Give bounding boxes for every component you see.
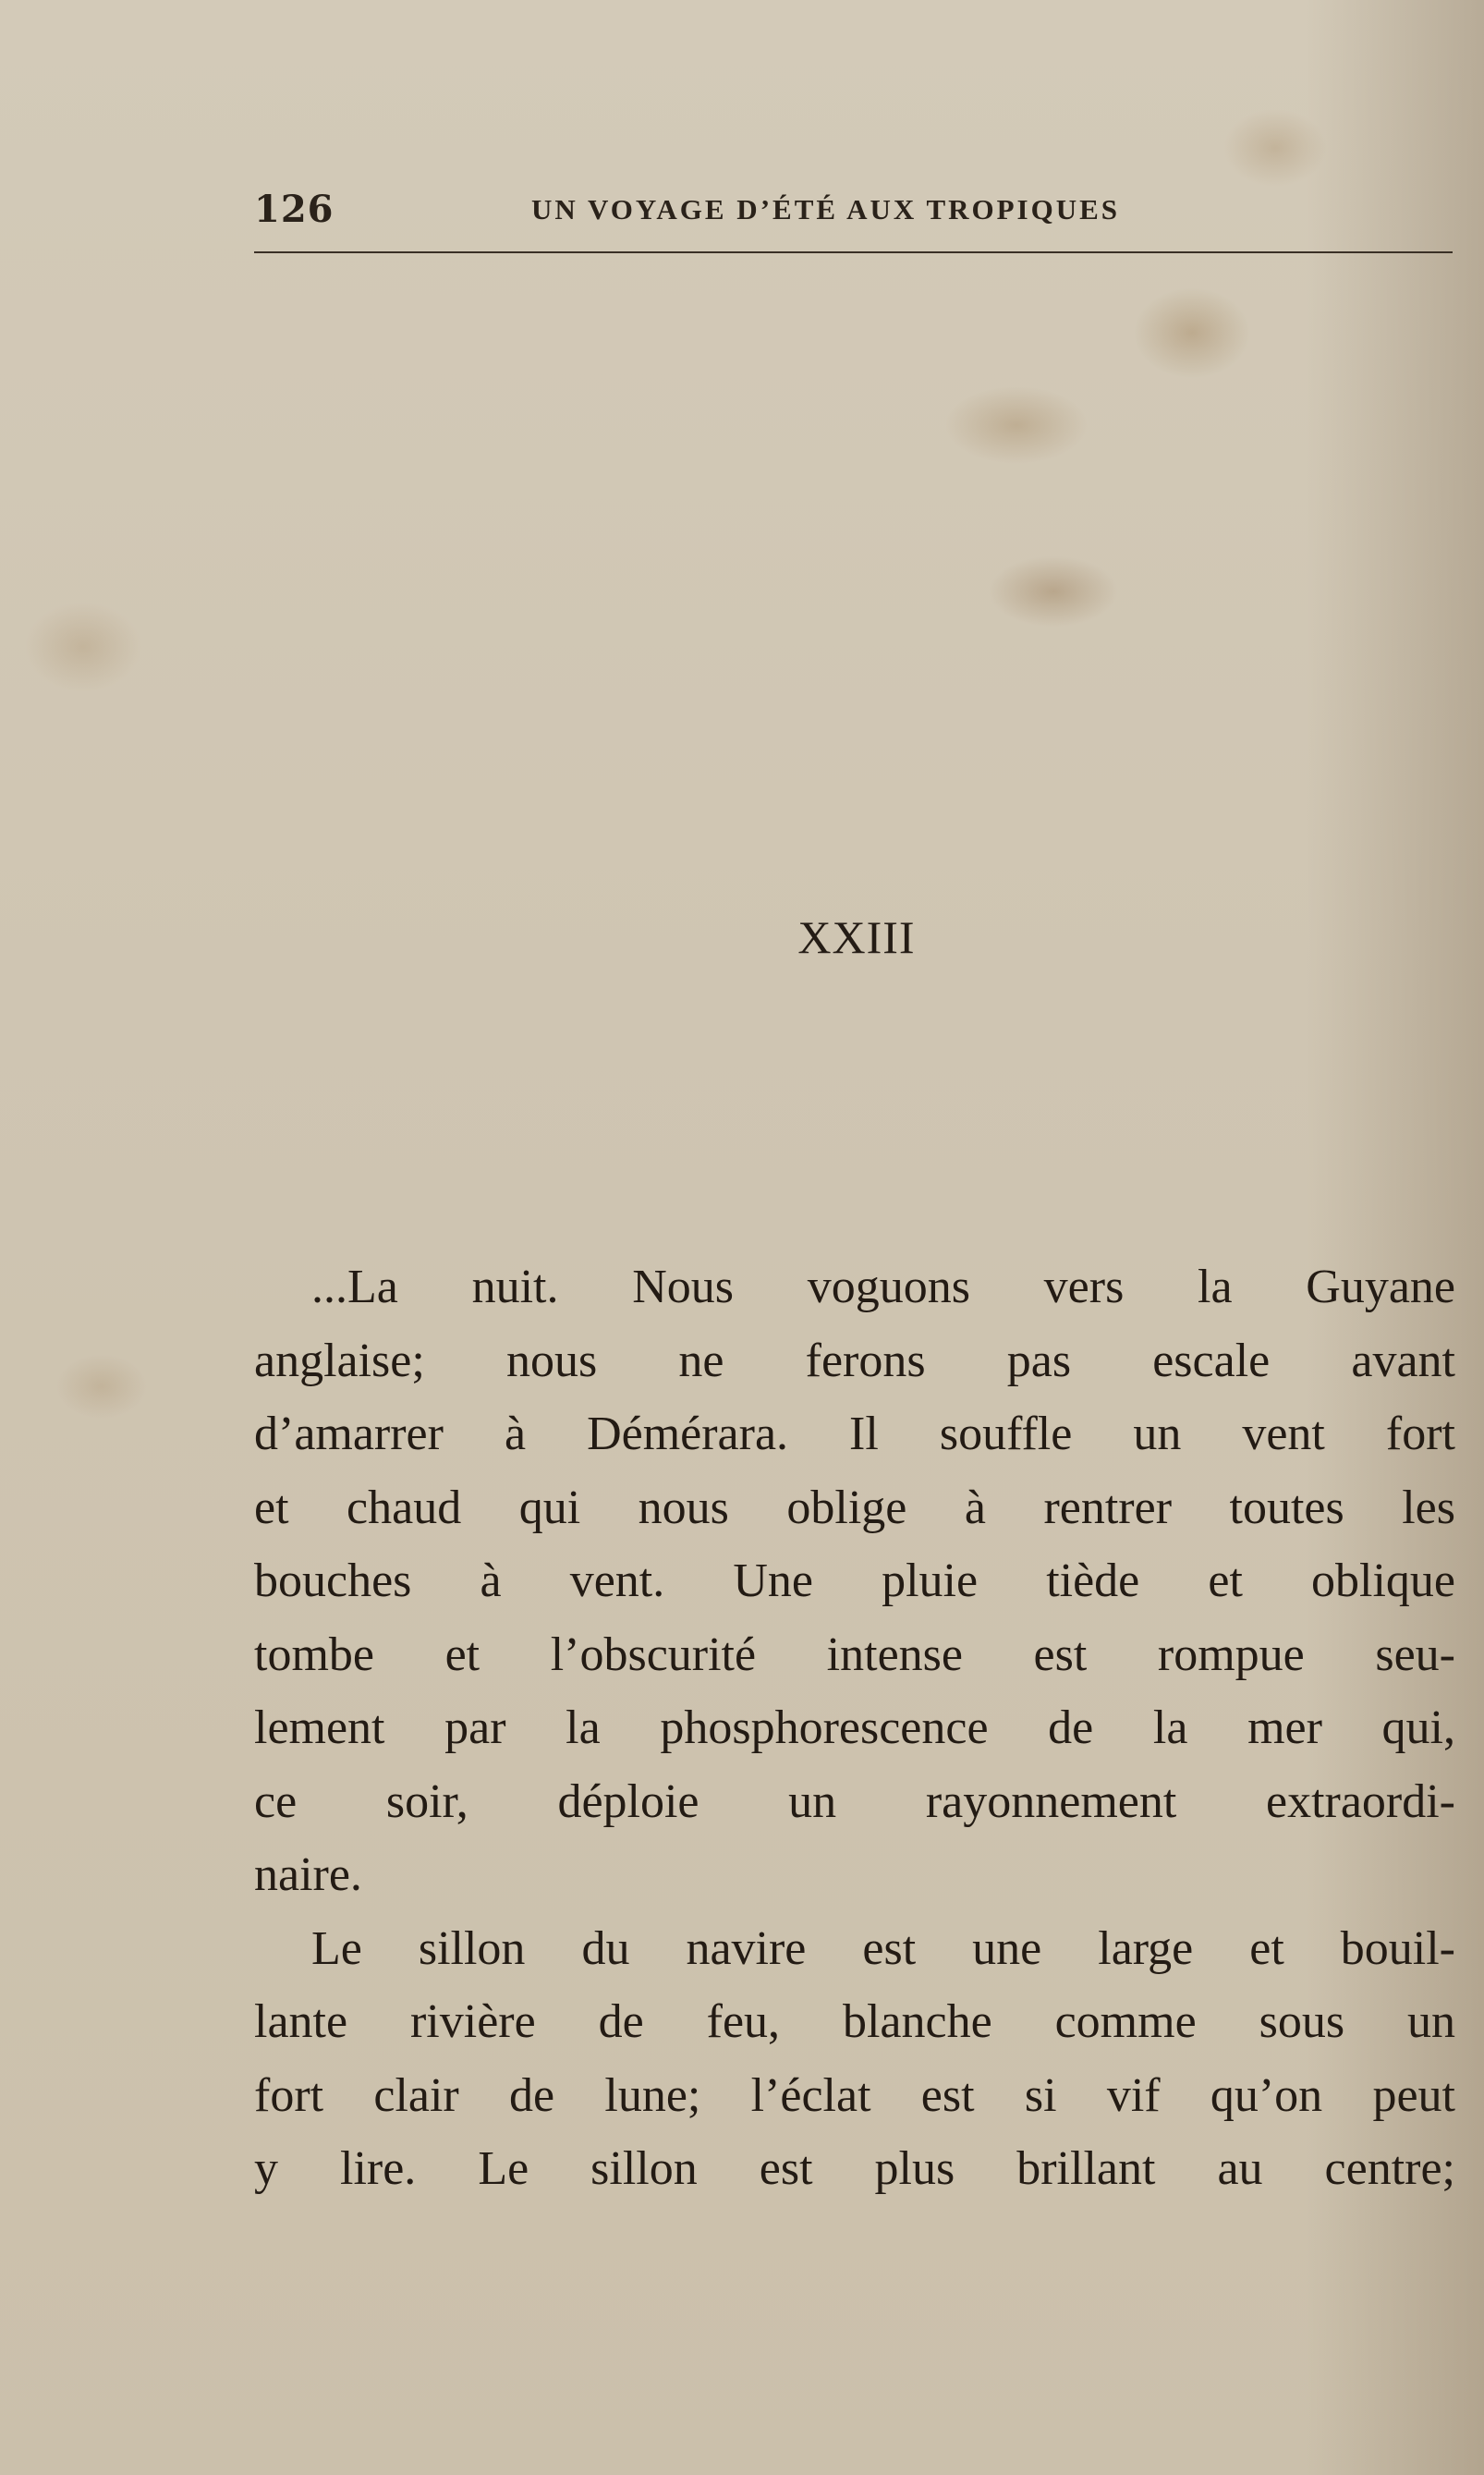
text-line: ...La nuit. Nous voguons vers la Guyane — [311, 1261, 1455, 1313]
text-line: Le sillon du navire est une large et bouil- — [311, 1921, 1455, 1975]
running-title: UN VOYAGE D’ÉTÉ AUX TROPIQUES — [531, 193, 1121, 226]
text-line: naire. — [254, 1848, 362, 1901]
text-line: bouches à vent. Une pluie tiède et oblique — [254, 1554, 1455, 1607]
text-line: et chaud qui nous oblige à rentrer toutes les — [254, 1481, 1455, 1534]
header-rule — [254, 251, 1453, 253]
chapter-number: XXIII — [797, 911, 916, 963]
text-line: lement par la phosphorescence de la mer qui, — [254, 1701, 1455, 1754]
text-line: tombe et l’obscurité intense est rompue seu- — [254, 1628, 1455, 1681]
page-number: 126 — [254, 188, 335, 231]
text-line: ce soir, déploie un rayonnement extraordi- — [254, 1774, 1455, 1828]
text-line: lante rivière de feu, blanche comme sous un — [254, 1995, 1455, 2048]
text-line: y lire. Le sillon est plus brillant au centre; — [254, 2142, 1455, 2195]
text-line: anglaise; nous ne ferons pas escale avant — [254, 1334, 1455, 1387]
running-header — [254, 180, 1451, 236]
text-line: fort clair de lune; l’éclat est si vif qu’on peut — [254, 2068, 1455, 2122]
body-text — [254, 1250, 1455, 2206]
text-line: d’amarrer à Démérara. Il souffle un vent fort — [254, 1408, 1455, 1460]
